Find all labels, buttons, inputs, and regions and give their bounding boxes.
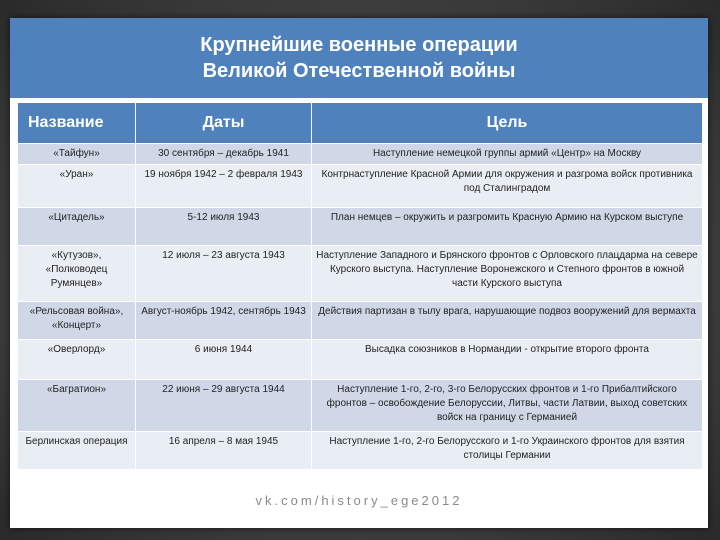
cell-dates: 16 апреля – 8 мая 1945 [136,432,312,470]
table-row [18,380,703,432]
cell-dates: 30 сентября – декабрь 1941 [136,144,312,165]
header-goal: Цель [312,103,703,144]
cell-name: «Багратион» [18,380,136,432]
cell-goal: Наступление 1-го, 2-го Белорусского и 1-го Украинского фронтов для взятия столицы Германии [312,432,703,470]
cell-name: «Тайфун» [18,144,136,165]
cell-goal: Наступление немецкой группы армий «Центр» на Москву [312,144,703,165]
table-header-row [18,103,703,144]
table-row [18,302,703,340]
operations-table [17,102,703,470]
cell-goal: Наступление Западного и Брянского фронтов с Орловского плацдарма на севере Курского выступа. Наступление Воронежского и Степного фронтов в южной части Курского выступа [312,246,703,302]
cell-name: «Рельсовая война», «Концерт» [18,302,136,340]
cell-name: «Цитадель» [18,208,136,246]
cell-goal: Наступление 1-го, 2-го, 3-го Белорусских фронтов и 1-го Прибалтийского фронтов – освобождение Белоруссии, Литвы, части Латвии, выход советских войск на границу с Германией [312,380,703,432]
title-band [10,18,708,98]
table-row [18,165,703,208]
cell-name: «Кутузов», «Полководец Румянцев» [18,246,136,302]
table-row [18,246,703,302]
cell-name: «Оверлорд» [18,340,136,380]
table-row [18,144,703,165]
title-line-1: Крупнейшие военные операции [200,34,518,56]
cell-dates: 6 июня 1944 [136,340,312,380]
title-line-2: Великой Отечественной войны [202,60,516,82]
table-row [18,208,703,246]
cell-goal: Действия партизан в тылу врага, нарушающие подвоз вооружений для вермахта [312,302,703,340]
cell-goal: Контрнаступление Красной Армии для окружения и разгрома войск противника под Сталинградом [312,165,703,208]
cell-goal: Высадка союзников в Нормандии - открытие второго фронта [312,340,703,380]
cell-goal: План немцев – окружить и разгромить Красную Армию на Курском выступе [312,208,703,246]
table-row [18,340,703,380]
table-row [18,432,703,470]
cell-name: «Уран» [18,165,136,208]
watermark: vk.com/history_ege2012 [255,493,463,508]
cell-dates: 22 июня – 29 августа 1944 [136,380,312,432]
cell-dates: Август-ноябрь 1942, сентябрь 1943 [136,302,312,340]
slide-title [10,32,708,84]
cell-dates: 5-12 июля 1943 [136,208,312,246]
cell-dates: 19 ноября 1942 – 2 февраля 1943 [136,165,312,208]
slide [10,18,708,528]
header-dates: Даты [136,103,312,144]
cell-dates: 12 июля – 23 августа 1943 [136,246,312,302]
cell-name: Берлинская операция [18,432,136,470]
header-name: Название [18,103,136,144]
